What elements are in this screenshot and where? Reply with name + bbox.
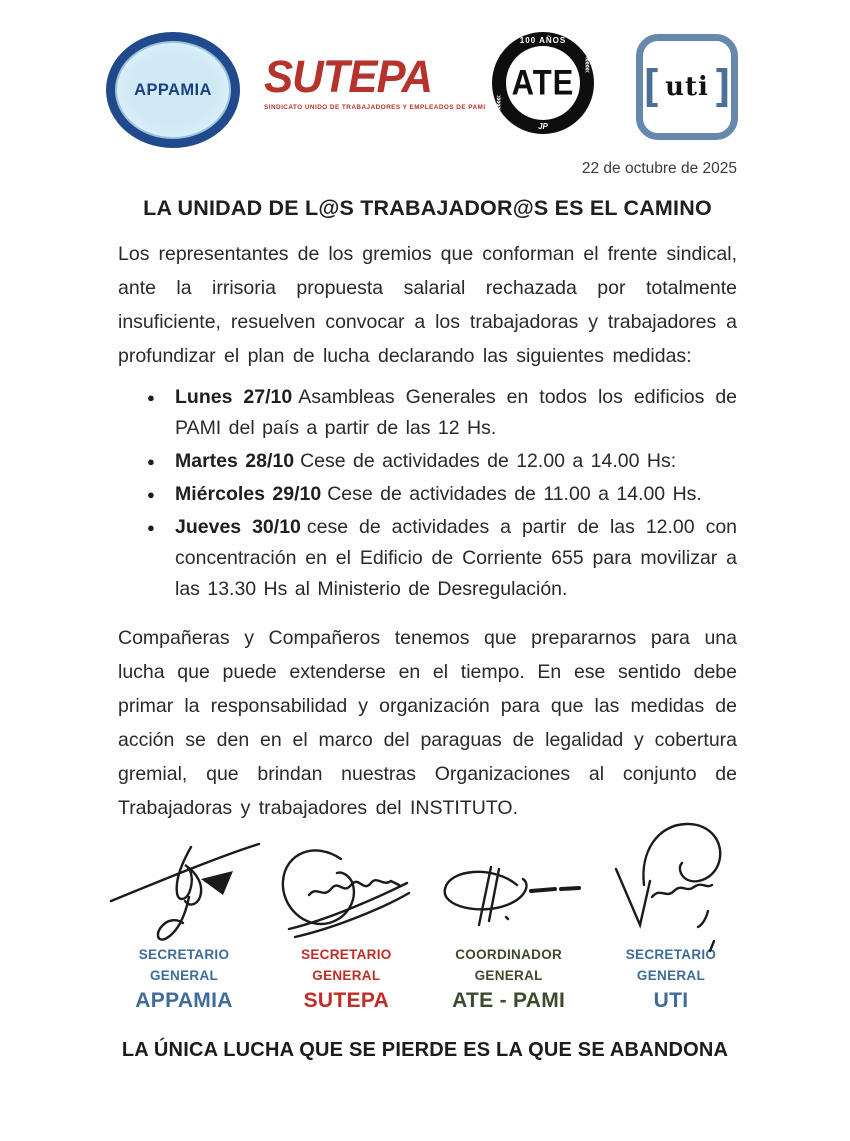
measure-detail: Cese de actividades de 11.00 a 14.00 Hs.: [327, 483, 702, 505]
appamia-logo: [106, 32, 226, 148]
logo-row: [0, 0, 850, 150]
signature-sutepa: [267, 833, 425, 945]
signatory-role: GENERAL: [312, 967, 381, 983]
measure-item-jueves: [118, 512, 737, 605]
signature-ate-pami: [430, 833, 588, 945]
signatory-sutepa: [267, 833, 425, 1013]
closing-slogan: LA ÚNICA LUCHA QUE SE PIERDE ES LA QUE SE ABANDONA: [121, 1038, 729, 1061]
measure-day: Lunes 27/10: [175, 386, 293, 408]
measure-detail: Cese de actividades de 12.00 a 14.00 Hs:: [300, 450, 677, 472]
uti-logo: [636, 34, 738, 140]
measure-day: Martes 28/10: [175, 450, 295, 472]
signatory-appamia: [105, 833, 263, 1013]
ate-logo-text: ATE: [511, 62, 575, 103]
signatory-role: SECRETARIO: [625, 947, 717, 962]
uti-logo-text: uti: [665, 72, 709, 102]
signatory-role: GENERAL: [636, 967, 706, 983]
signatory-org: APPAMIA: [135, 988, 233, 1012]
measure-item-martes: [118, 446, 737, 477]
ate-logo-disc: [492, 32, 594, 134]
uti-logo-close-bracket: ]: [709, 61, 737, 113]
signatory-org: ATE - PAMI: [452, 988, 566, 1012]
signature-uti: [592, 833, 750, 945]
uti-logo-open-bracket: [: [637, 61, 665, 113]
ate-laurel-left-icon: «««««: [493, 96, 503, 112]
ate-laurel-right-icon: «««««: [583, 56, 593, 72]
signatory-org: SUTEPA: [303, 988, 390, 1012]
appamia-logo-ellipse: [106, 32, 240, 148]
measure-item-lunes: [118, 382, 737, 444]
measure-detail: cese de actividades a partir de las 12.00 con concentración en el Edificio de Corriente 655 para movilizar a las 13.30 Hs al Ministerio de Desregulación.: [175, 516, 738, 600]
intro-paragraph: Los representantes de los gremios que conforman el frente sindical, ante la irrisoria propuesta salarial rechazada por totalmente insuficiente, resuelven convocar a los trabajadoras y trabajadores a profundizar el plan de lucha declarando las siguientes medidas:: [118, 243, 737, 367]
signatory-role: SECRETARIO: [138, 947, 230, 962]
signature-appamia-icon: [105, 835, 263, 945]
ate-logo-bottom-text: JP: [538, 122, 548, 131]
signatory-org: UTI: [653, 988, 689, 1012]
document-date: 22 de octubre de 2025: [581, 160, 737, 177]
sutepa-logo-tagline: SINDICATO UNIDO DE TRABAJADORES Y EMPLEADOS DE PAMI: [264, 104, 486, 111]
measure-detail: Asambleas Generales en todos los edificios de PAMI del país a partir de las 12 Hs.: [175, 386, 738, 439]
signatory-uti: [592, 833, 750, 1013]
signature-sutepa-icon: [271, 843, 421, 945]
closing-paragraph: Compañeras y Compañeros tenemos que prepararnos para una lucha que puede extenderse en el tiempo. En ese sentido debe primar la responsabilidad y organización para que las medidas de acción se den en el marco del paraguas de legalidad y cobertura gremial, que brindan nuestras Organizaciones al conjunto de Trabajadoras y trabajadores del INSTITUTO.: [118, 627, 737, 819]
measure-day: Miércoles 29/10: [175, 483, 322, 505]
sutepa-logo: [264, 51, 486, 111]
ate-logo-top-text: 100 AÑOS: [519, 36, 567, 45]
signatory-role: GENERAL: [474, 967, 543, 983]
signatory-role: GENERAL: [149, 967, 219, 983]
sutepa-logo-text: SUTEPA: [264, 51, 432, 102]
document-title: LA UNIDAD DE L@S TRABAJADOR@S ES EL CAMINO: [143, 196, 712, 220]
signatory-ate-pami: [430, 833, 588, 1013]
signature-ate-pami-icon: [433, 861, 585, 945]
measure-item-miercoles: [118, 479, 737, 510]
appamia-logo-text: APPAMIA: [134, 80, 212, 99]
ate-logo-core: [506, 46, 580, 120]
signature-appamia: [105, 833, 263, 945]
signatory-role: SECRETARIO: [301, 947, 392, 962]
ate-logo: [492, 32, 598, 134]
measures-list: [118, 382, 737, 605]
signatory-role: COORDINADOR: [455, 947, 563, 962]
measure-day: Jueves 30/10: [175, 516, 301, 538]
signature-uti-icon: [610, 819, 732, 959]
signature-row: [105, 833, 750, 1013]
